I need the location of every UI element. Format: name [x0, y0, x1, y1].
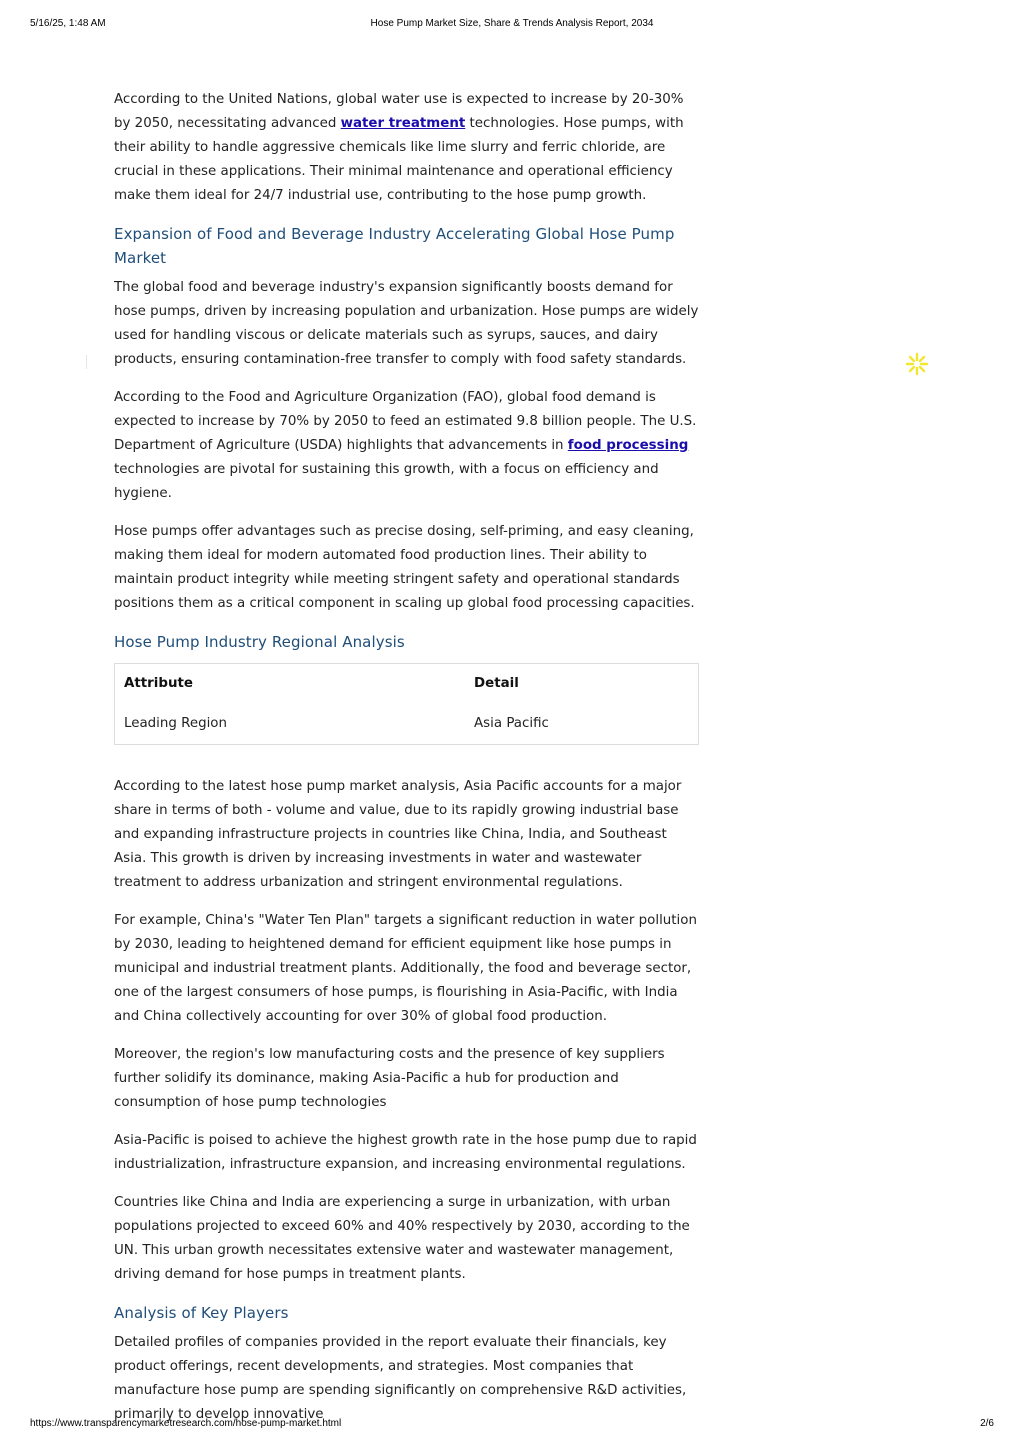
paragraph-growth-rate: Asia-Pacific is poised to achieve the highest growth rate in the hose pump due to rapid industrialization, infrastructure expansion, and increasing environmental regulations. [114, 1133, 697, 1172]
paragraph-water-use: According to the United Nations, global water use is expected to increase by 20-30% by 2050, necessitating advanced water treatment technologies. Hose pumps, with their ability to handle aggressive chemicals like lime slurry and ferric chloride, are crucial in these applications. Their minimal maintenance and operational efficiency make them ideal for 24/7 industrial use, contributing to the hose pump growth. [114, 92, 684, 203]
food-processing-link[interactable]: food processing [567, 438, 689, 453]
paragraph-china-water-plan: For example, China's "Water Ten Plan" targets a significant reduction in water pollution by 2030, leading to heightened demand for efficient equipment like hose pumps in municipal and industrial treatment plants. Additionally, the food and beverage sector, one of the largest consumers of hose pumps, is flourishing in Asia-Pacific, with India and China collectively accounting for over 30% of global food production. [114, 913, 697, 1024]
article-body [114, 88, 699, 1441]
table-header-detail: Detail [474, 676, 519, 691]
paragraph-asia-pacific-share: According to the latest hose pump market analysis, Asia Pacific accounts for a major share in terms of both - volume and value, due to its rapidly growing industrial base and expanding infrastructure projects in countries like China, India, and Southeast Asia. This growth is driven by increasing investments in water and wastewater treatment to address urbanization and stringent environmental regulations. [114, 779, 682, 890]
heading-food-beverage: Expansion of Food and Beverage Industry Accelerating Global Hose Pump Market [114, 225, 675, 267]
heading-regional-analysis: Hose Pump Industry Regional Analysis [114, 633, 405, 651]
paragraph-urbanization: Countries like China and India are experiencing a surge in urbanization, with urban populations projected to exceed 60% and 40% respectively by 2030, according to the UN. This urban growth necessitates extensive water and wastewater management, driving demand for hose pumps in treatment plants. [114, 1195, 690, 1282]
table-row [115, 704, 698, 744]
paragraph-advantages: Hose pumps offer advantages such as precise dosing, self-priming, and easy cleaning, making them ideal for modern automated food production lines. Their ability to maintain product integrity while meeting stringent safety and operational standards positions them as a critical component in scaling up global food processing capacities. [114, 524, 695, 611]
margin-mark [86, 355, 87, 369]
print-page-title: Hose Pump Market Size, Share & Trends Analysis Report, 2034 [370, 18, 654, 29]
paragraph-manufacturing-costs: Moreover, the region's low manufacturing costs and the presence of key suppliers further solidify its dominance, making Asia-Pacific a hub for production and consumption of hose pump technologies [114, 1047, 665, 1110]
paragraph-fao: According to the Food and Agriculture Organization (FAO), global food demand is expected to increase by 70% by 2050 to feed an estimated 9.8 billion people. The U.S. Department of Agriculture (USDA) highlights that advancements in food processing technologies are pivotal for sustaining this growth, with a focus on efficiency and hygiene. [114, 390, 697, 501]
table-cell: Asia Pacific [474, 716, 549, 731]
paragraph-key-players: Detailed profiles of companies provided in the report evaluate their financials, key product offerings, recent developments, and strategies. Most companies that manufacture hose pump are spending significantly on comprehensive R&D activities, primarily to develop innovative [114, 1335, 687, 1422]
table-cell: Leading Region [124, 716, 227, 731]
print-url: https://www.transparencymarketresearch.com/hose-pump-market.html [30, 1418, 342, 1429]
table-header-attribute: Attribute [124, 676, 193, 691]
sparkle-icon[interactable] [905, 352, 929, 376]
paragraph-food-expansion: The global food and beverage industry's expansion significantly boosts demand for hose pumps, driven by increasing population and urbanization. Hose pumps are widely used for handling viscous or delicate materials such as syrups, sauces, and dairy products, ensuring contamination-free transfer to comply with food safety standards. [114, 280, 699, 367]
heading-key-players: Analysis of Key Players [114, 1304, 289, 1322]
water-treatment-link[interactable]: water treatment [340, 116, 466, 131]
table-header-row [115, 664, 698, 704]
regional-table [114, 663, 699, 745]
print-datetime: 5/16/25, 1:48 AM [30, 18, 106, 29]
print-page-number: 2/6 [980, 1418, 994, 1429]
